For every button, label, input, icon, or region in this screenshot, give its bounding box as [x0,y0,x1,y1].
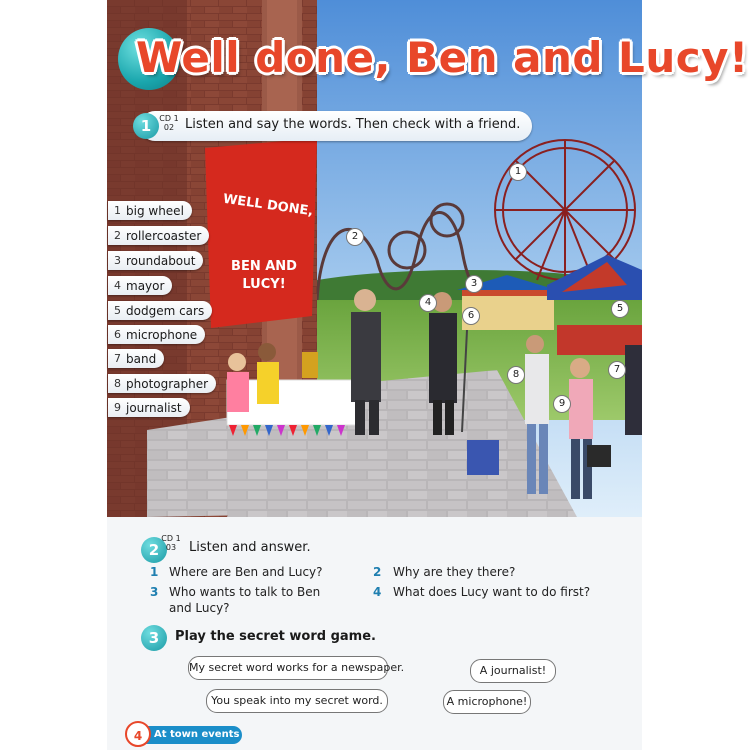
question-number: 1 [150,565,159,579]
question-text: Where are Ben and Lucy? [169,565,323,579]
pin-roundabout: 3 [465,275,483,293]
banner-line-2: BEN AND LUCY! [231,259,297,292]
vocab-word: rollercoaster [126,228,202,243]
vocab-number: 5 [114,304,121,317]
pin-photographer: 8 [507,366,525,384]
activity-3-number: 3 [141,625,167,651]
vocab-word: photographer [126,376,209,391]
vocab-item [108,398,190,417]
pin-dodgem-cars: 5 [611,300,629,318]
pin-mayor: 4 [419,294,437,312]
pin-rollercoaster: 2 [346,228,364,246]
vocab-word: dodgem cars [126,303,205,318]
question-text: Who wants to talk to Ben and Lucy? [169,585,321,615]
pin-big-wheel: 1 [509,163,527,181]
vocab-number: 6 [114,328,121,341]
vocab-number: 3 [114,254,121,267]
pin-journalist: 9 [553,395,571,413]
cd-label-text: CD 1 [161,534,181,543]
page-title: Well done, Ben and Lucy! [136,33,749,82]
vocab-word: mayor [126,278,165,293]
question-text: What does Lucy want to do first? [393,585,591,599]
vocab-word: band [126,351,157,366]
speech-bubble: My secret word works for a newspaper. [188,656,388,680]
vocab-number: 7 [114,352,121,365]
pin-microphone: 6 [462,307,480,325]
cd-label-text: CD 1 [159,114,179,123]
vocab-number: 8 [114,377,121,390]
cd-track-text: 02 [163,123,175,132]
speech-bubble: A microphone! [443,690,531,714]
vocab-item [108,201,192,220]
activity-2-instruction: Listen and answer. [189,540,311,555]
vocab-number: 2 [114,229,121,242]
vocab-word: big wheel [126,203,184,218]
question-number: 4 [373,585,382,599]
pin-band: 7 [608,361,626,379]
vocab-word: roundabout [126,253,196,268]
activity-1-instruction: Listen and say the words. Then check with a friend. [185,117,521,132]
vocab-item [108,374,216,393]
vocab-number: 1 [114,204,121,217]
vocab-item [108,276,172,295]
footer-section-label: At town events [138,726,242,744]
speech-bubble: A journalist! [470,659,556,683]
activity-2-cd-label [159,534,183,552]
vocab-number: 4 [114,279,121,292]
question-text: Why are they there? [393,565,516,579]
banner-line-1: WELL DONE, [222,191,315,220]
vocab-word: microphone [126,327,198,342]
question-number: 2 [373,565,382,579]
speech-bubble: You speak into my secret word. [206,689,388,713]
vocab-item [108,251,203,270]
question-number: 3 [150,585,159,599]
cd-track-text: 03 [165,543,177,552]
activity-1-number: 1 [133,113,159,139]
vocab-item [108,325,205,344]
activity-3-instruction: Play the secret word game. [175,629,376,644]
vocab-item [108,226,209,245]
vocab-word: journalist [126,400,182,415]
page-number: 4 [125,721,151,747]
vocab-item [108,349,164,368]
vocab-number: 9 [114,401,121,414]
vocab-item [108,301,212,320]
activity-1-cd-label [157,114,181,132]
activity-2-number: 2 [141,537,167,563]
